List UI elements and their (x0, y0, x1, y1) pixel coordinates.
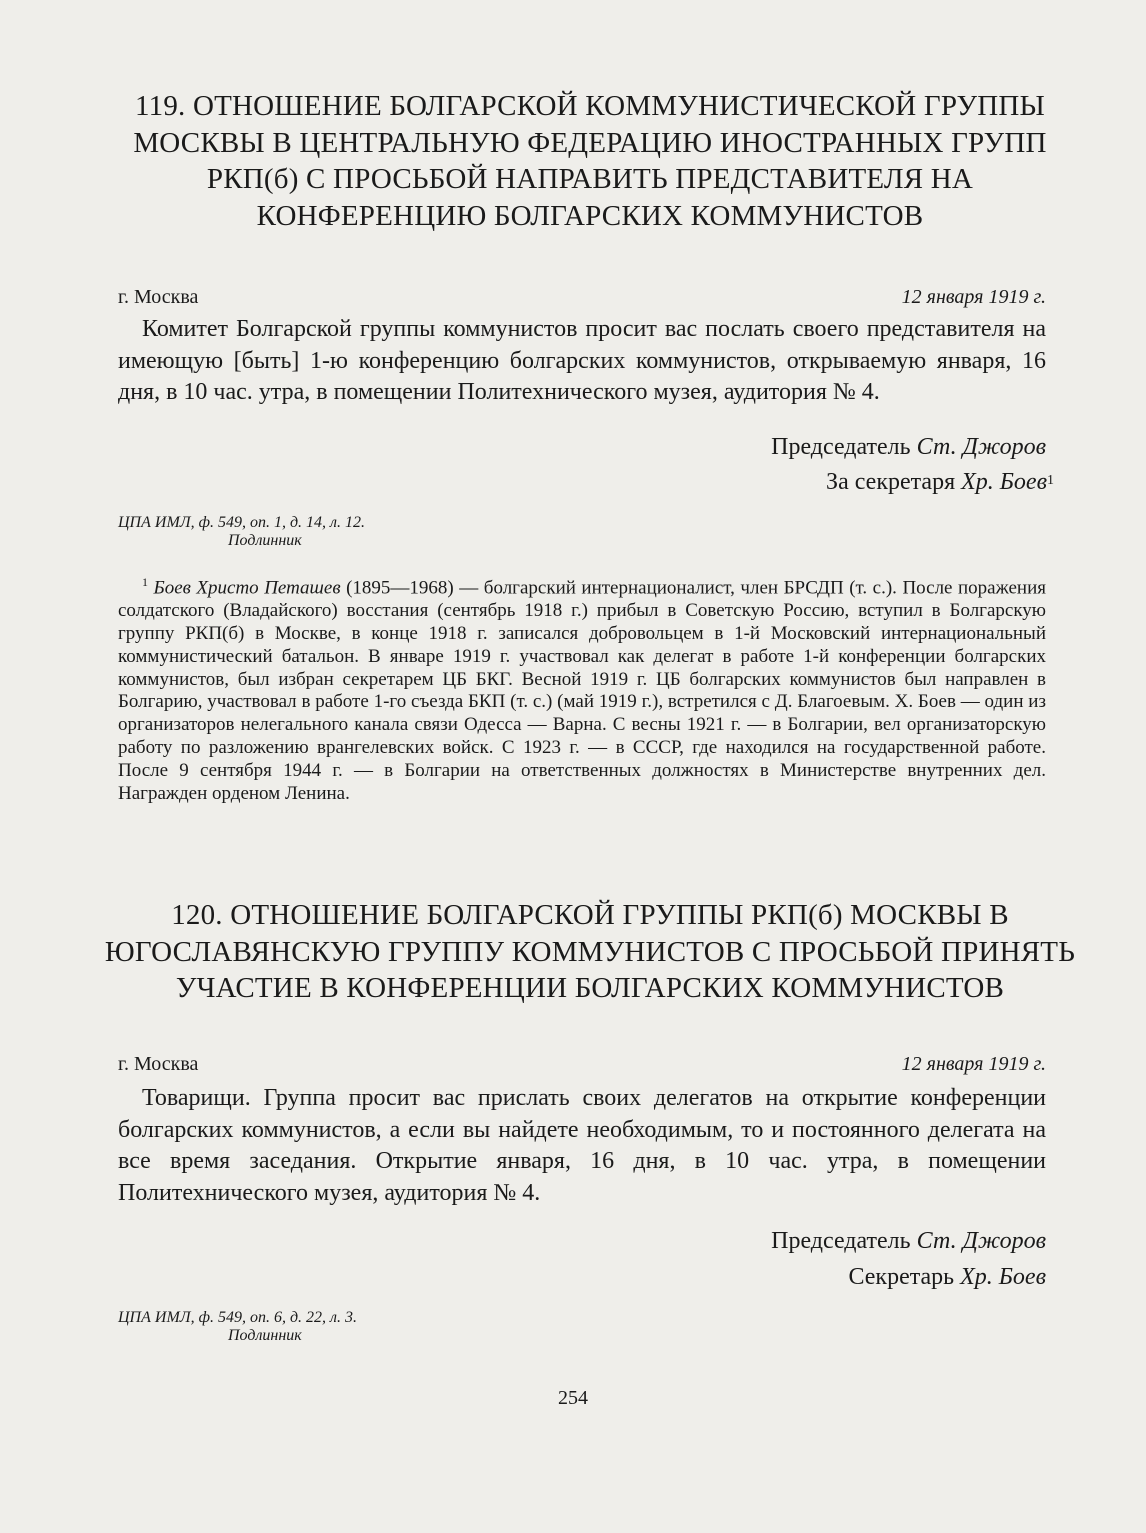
doc120-signature-chair (771, 1226, 1046, 1258)
doc120-text: Товарищи. Группа просит вас прислать своих делегатов на открытие конференции болгарских коммунистов, а если вы найдете необходимым, то и постоянного делегата на все время заседания. Открытие января, 16 дня, в 10 час. утра, в помещении Политехнического музея, аудитория № 4. (118, 1085, 1046, 1206)
doc120-signature-secretary (848, 1262, 1046, 1294)
doc119-date: 12 января 1919 г. (901, 286, 1046, 308)
doc119-sig1-name: Ст. Джоров (916, 434, 1046, 460)
doc119-signature-chair (771, 432, 1046, 464)
doc120-date: 12 января 1919 г. (901, 1053, 1046, 1075)
doc119-title: 119. ОТНОШЕНИЕ БОЛГАРСКОЙ КОММУНИСТИЧЕСКОЙ ГРУППЫ МОСКВЫ В ЦЕНТРАЛЬНУЮ ФЕДЕРАЦИЮ ИНОСТРАННЫХ ГРУПП РКП(б) С ПРОСЬБОЙ НАПРАВИТЬ ПРЕДСТАВИТЕЛЯ НА КОНФЕРЕНЦИЮ БОЛГАРСКИХ КОММУНИСТОВ (133, 90, 1047, 232)
page-number: 254 (558, 1387, 588, 1409)
doc119-footnote (118, 571, 1046, 805)
doc119-archive: ЦПА ИМЛ, ф. 549, оп. 1, д. 14, л. 12. (118, 514, 366, 531)
doc119-footnote-ref: 1 (1047, 473, 1054, 488)
doc119-original: Подлинник (228, 532, 302, 549)
doc119-body (118, 314, 1046, 409)
doc120-archive: ЦПА ИМЛ, ф. 549, оп. 6, д. 22, л. 3. (118, 1309, 358, 1326)
doc120-sig2-role: Секретарь (848, 1264, 955, 1290)
doc119-place: г. Москва (118, 286, 199, 308)
doc119-sig2-role: За секретаря (826, 469, 956, 495)
doc120-sig2-name: Хр. Боев (960, 1264, 1046, 1290)
doc120-place-date-line (118, 1051, 1046, 1077)
doc119-signature-secretary (826, 467, 1054, 499)
doc120-place: г. Москва (118, 1053, 199, 1075)
footnote-text: (1895—1968) — болгарский интернационалист, член БРСДП (т. с.). После поражения солдатского (Владайского) восстания (сентябрь 1918 г.) прибыл в Советскую Россию, вступил в Болгарскую группу РКП(б) в Москве, в конце 1918 г. записался добровольцем в 1-й Московский интернациональный коммунистический батальон. В январе 1919 г. участвовал как делегат в работе 1-й конференции болгарских коммунистов, был избран секретарем ЦБ БКГ. Весной 1919 г. ЦБ болгарских коммунистов был направлен в Болгарию, участвовал в работе 1-го съезда БКП (т. с.) (май 1919 г.), встретился с Д. Благоевым. Х. Боев — один из организаторов нелегального канала связи Одесса — Варна. С весны 1921 г. — в Болгарии, вел организаторскую работу по разложению врангелевских войск. С 1923 г. — в СССР, где находился на государственной работе. После 9 сентября 1944 г. — в Болгарии на ответственных должностях в Министерстве внутренних дел. Награжден орденом Ленина. (118, 577, 1046, 804)
doc119-text: Комитет Болгарской группы коммунистов просит вас послать своего представителя на имеющую [быть] 1-ю конференцию болгарских коммунистов, открываемую января, 16 дня, в 10 час. утра, в помещении Политехнического музея, аудитория № 4. (118, 316, 1046, 406)
doc119-archive-ref (118, 514, 365, 550)
doc120-body (118, 1083, 1046, 1209)
doc120-sig1-role: Председатель (771, 1228, 911, 1254)
footnote-name: Боев Христо Петашев (153, 577, 341, 599)
doc120-original: Подлинник (228, 1327, 302, 1344)
footnote-mark: 1 (142, 575, 148, 589)
doc120-title: 120. ОТНОШЕНИЕ БОЛГАРСКОЙ ГРУППЫ РКП(б) МОСКВЫ В ЮГОСЛАВЯНСКУЮ ГРУППУ КОММУНИСТОВ С ПРОСЬБОЙ ПРИНЯТЬ УЧАСТИЕ В КОНФЕРЕНЦИИ БОЛГАРСКИХ КОММУНИСТОВ (104, 899, 1076, 1005)
doc120-sig1-name: Ст. Джоров (916, 1228, 1046, 1254)
doc119-place-date-line (118, 284, 1046, 310)
doc119-sig2-name: Хр. Боев (961, 469, 1047, 495)
doc119-sig1-role: Председатель (771, 434, 911, 460)
doc120-archive-ref (118, 1309, 357, 1345)
